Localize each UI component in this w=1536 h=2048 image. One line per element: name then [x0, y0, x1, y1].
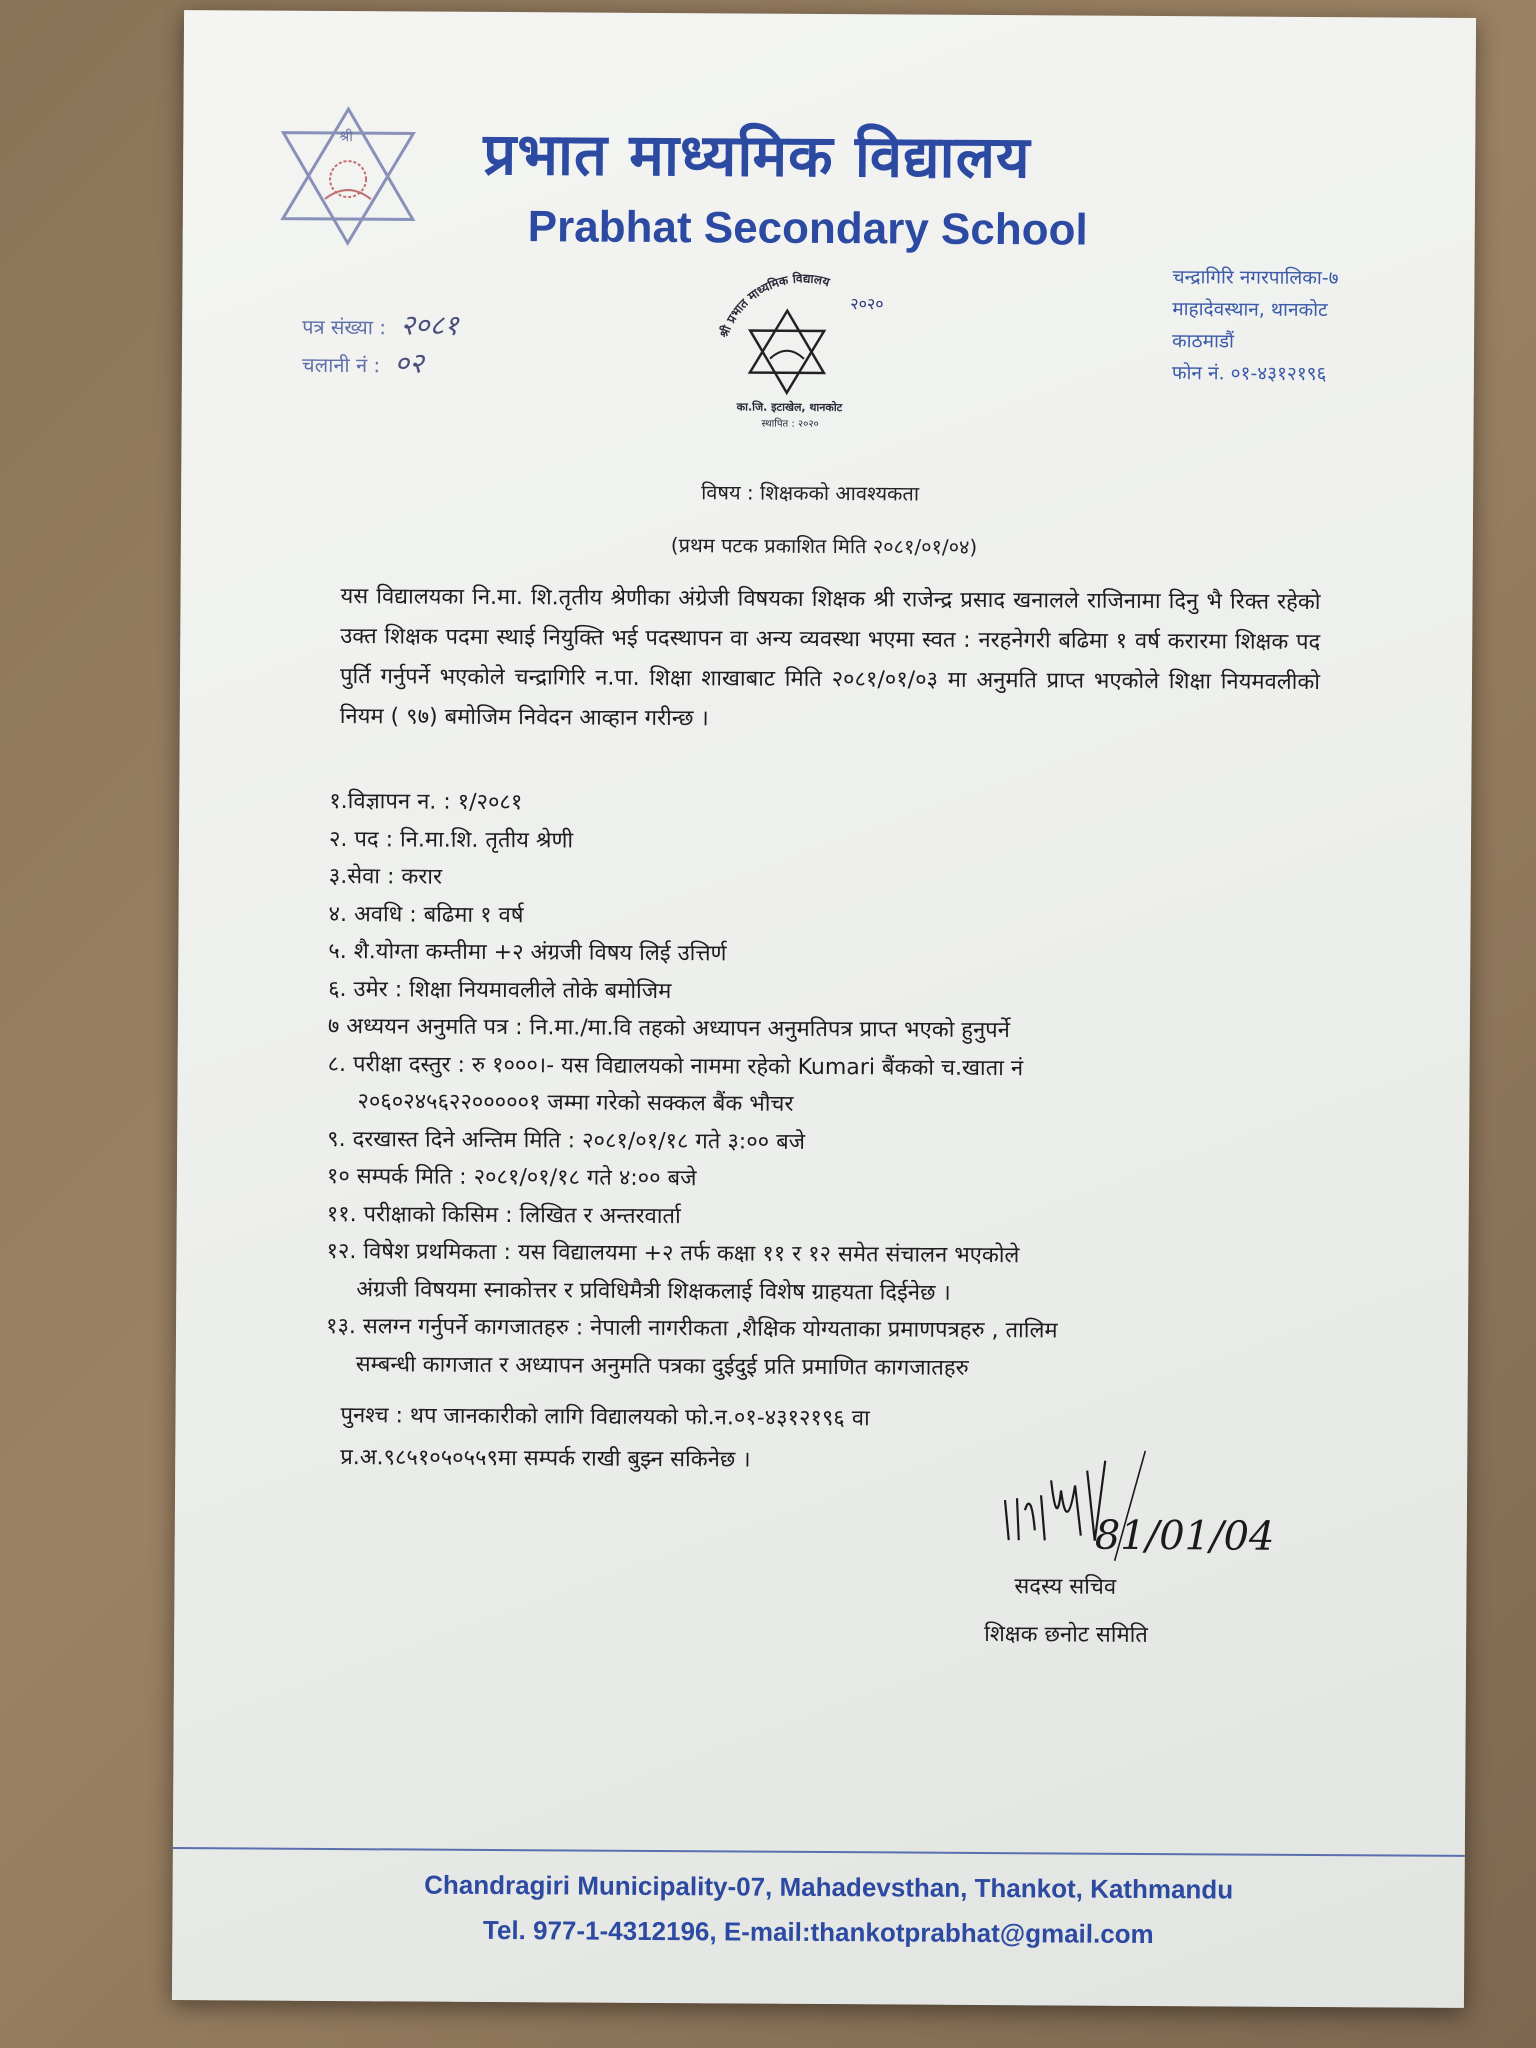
list-item: ६. उमेर : शिक्षा नियमावलीले तोके बमोजिम: [328, 976, 672, 1004]
list-item: २. पद : नि.मा.शि. तृतीय श्रेणी: [328, 826, 574, 853]
reference-numbers: [302, 307, 459, 384]
requirements-list: [326, 783, 1330, 1389]
list-item: ११. परीक्षाको किसिम : लिखित र अन्तरवार्ता: [326, 1201, 681, 1229]
list-item: ९. दरखास्त दिने अन्तिम मिति : २०८१/०१/१८ गते ३:०० बजे: [327, 1126, 806, 1155]
address-line: चन्द्रागिरि नगरपालिका-७: [1172, 266, 1339, 290]
school-name-english: Prabhat Secondary School: [527, 202, 1088, 255]
address-line: माहादेवस्थान, थानकोट: [1172, 298, 1328, 322]
postscript-line: पुनश्च : थप जानकारीको लागि विद्यालयको फो.न.०१-४३१२१९६ वा: [340, 1403, 870, 1432]
list-item: ८. परीक्षा दस्तुर : रु १०००।- यस विद्यालयको नाममा रहेको Kumari बैंकको च.खाता नं २०६०२४५६२२०००००१ जम्मा गरेको सक्कल बैंक भौचर: [327, 1051, 1024, 1117]
list-item: ४. अवधि : बढिमा १ वर्ष: [328, 901, 524, 928]
address-line: फोन नं. ०१-४३१२१९६: [1171, 362, 1327, 386]
stamp-top-text: श्री प्रभात माध्यमिक विद्यालय: [716, 271, 832, 340]
signature-date: 81/01/04: [1094, 1512, 1275, 1560]
handwritten-signature: [995, 1440, 1296, 1582]
stamp-bottom-text: का.जि. इटाखेल, थानकोट: [736, 400, 843, 415]
signatory-role: सदस्य सचिव: [1014, 1574, 1117, 1600]
footer-divider: [173, 1847, 1465, 1857]
ref-value: २०८१: [400, 308, 459, 342]
notice-body: यस विद्यालयका नि.मा. शि.तृतीय श्रेणीका अंग्रेजी विषयका शिक्षक श्री राजेन्द्र प्रसाद खनालले राजिनामा दिनु भै रिक्त रहेको उक्त शिक्षक पदमा स्थाई नियुक्ति भई पदस्थापन वा अन्य व्यवस्था भएमा स्वत : नरहनेगरी बढिमा १ वर्ष करारमा शिक्षक पद पुर्ति गर्नुपर्ने भएकोले चन्द्रागिरि न.पा. शिक्षा शाखाबाट मिति २०८१/०१/०३ मा अनुमति प्राप्त भएकोले शिक्षा नियमवलीको नियम ( ९७) बमोजिम निवेदन आव्हान गरीन्छ ।: [339, 584, 1321, 732]
notice-published-date: (प्रथम पटक प्रकाशित मिति २०८१/०१/०४): [670, 533, 978, 559]
list-item: १३. सलग्न गर्नुपर्ने कागजातहरु : नेपाली नागरीकता ,शैक्षिक योग्यताका प्रमाणपत्रहरु , तालिम सम्बन्धी कागजात र अध्यापन अनुमति पत्रका दुईदुई प्रति प्रमाणित कागजातहरु: [325, 1313, 1058, 1381]
dispatch-number-row: [302, 345, 459, 384]
svg-text:श्री: श्री: [339, 129, 353, 146]
school-emblem-logo: [273, 101, 424, 252]
footer-address: Chandragiri Municipality-07, Mahadevsthan, Thankot, Kathmandu: [424, 1869, 1234, 1905]
signatory-committee: शिक्षक छनोट समिति: [984, 1621, 1148, 1648]
notice-subject: विषय : शिक्षकको आवश्यकता: [701, 480, 920, 506]
list-item: १.विज्ञापन न. : १/२०८१: [329, 788, 523, 816]
list-item: १२. विषेश प्रथमिकता : यस विद्यालयमा +२ तर्फ कक्षा ११ र १२ समेत संचालन भएकोले अंग्रजी विषयमा स्नाकोत्तर र प्रविधिमैत्री शिक्षकलाई विशेष ग्राहयता दिईनेछ ।: [326, 1238, 1020, 1306]
dispatch-value: ०२: [394, 346, 424, 380]
stamp-established: स्थापित : २०२०: [761, 418, 819, 430]
letter-paper: [172, 10, 1476, 2008]
school-stamp: [702, 268, 913, 434]
list-item: ७ अध्ययन अनुमति पत्र : नि.मा./मा.वि तहको अध्यापन अनुमतिपत्र प्राप्त भएको हुनुपर्ने: [327, 1013, 1010, 1044]
school-name-nepali: प्रभात माध्यमिक विद्यालय: [483, 119, 1031, 192]
address-line: काठमाडौं: [1172, 330, 1235, 353]
ref-number-row: [302, 307, 459, 346]
stamp-year: २०२०: [850, 294, 884, 314]
postscript-line: प्र.अ.९८५१०५०५५९मा सम्पर्क राखी बुझ्न सकिनेछ ।: [340, 1445, 751, 1473]
dispatch-label: चलानी नं :: [301, 352, 381, 378]
ref-label: पत्र संख्या :: [302, 314, 387, 340]
list-item: ५. शै.योग्ता कम्तीमा +२ अंग्रजी विषय लिई उत्तिर्ण: [328, 938, 727, 967]
footer-contact: Tel. 977-1-4312196, E-mail:thankotprabhat@gmail.com: [482, 1914, 1154, 1950]
list-item: १० सम्पर्क मिति : २०८१/०१/१८ गते ४:०० बजे: [326, 1163, 697, 1192]
school-address-block: [1172, 261, 1339, 390]
list-item: ३.सेवा : करार: [328, 863, 443, 890]
